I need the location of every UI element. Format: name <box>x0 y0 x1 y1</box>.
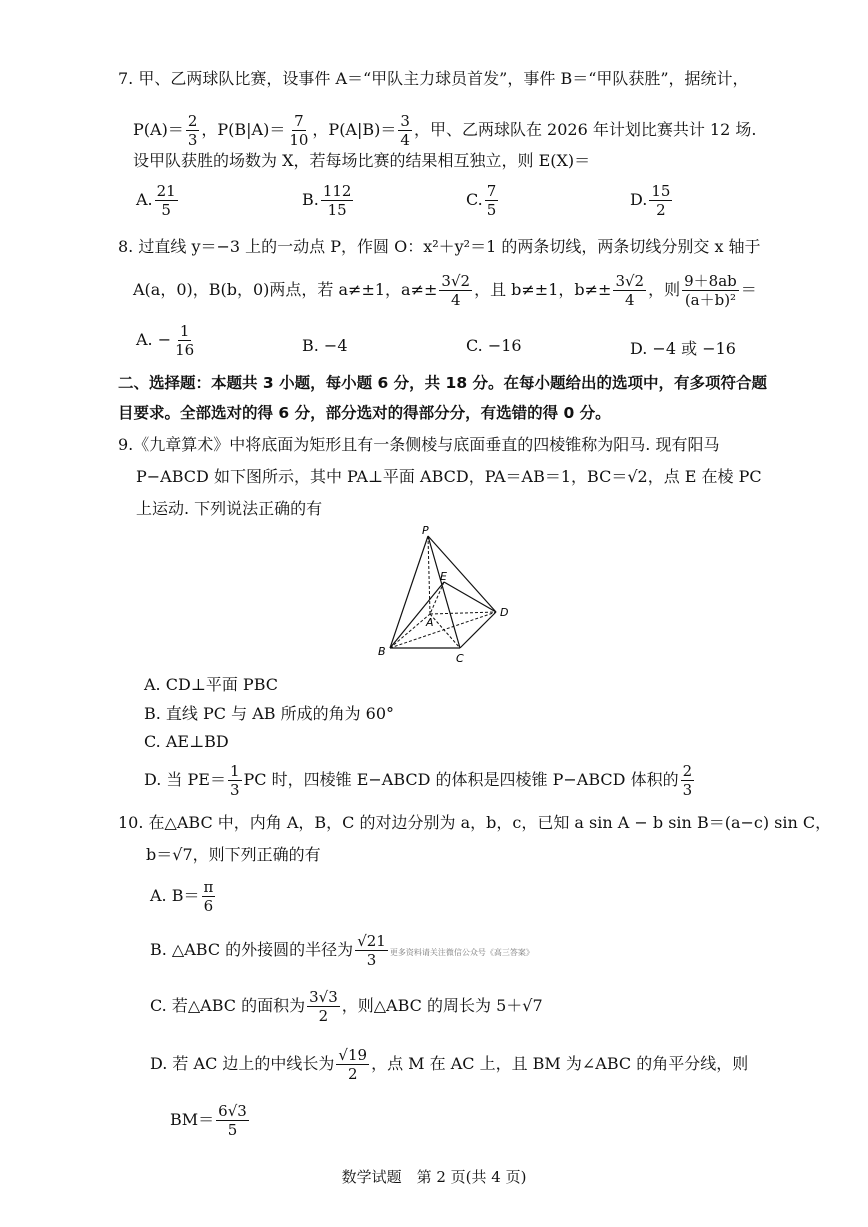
page-footer: 数学试题 第 2 页(共 4 页) <box>341 1168 527 1186</box>
q7-option-c[interactable]: C. $\frac{7}{5}$ <box>466 182 497 219</box>
q7-option-a[interactable]: A. $\frac{21}{5}$ <box>136 182 176 219</box>
q8-option-a[interactable]: A. − $\frac{1}{16}$ <box>136 322 195 359</box>
q10-line2: b＝√7，则下列正确的有 <box>146 845 321 864</box>
q8-option-d[interactable]: D. −4 或 −16 <box>630 339 736 358</box>
q7-line2: P(A)＝ $\frac{2}{3}$ ，P(B|A)＝ $\frac{7}{10}$ ，P(A|B)＝ $\frac{3}{4}$ ，甲、乙两球队在 2026 年计划比赛共计 12 场. <box>133 112 757 149</box>
q7-line1: 7. 甲、乙两球队比赛，设事件 A＝“甲队主力球员首发”，事件 B＝“甲队获胜”，据统计， <box>118 69 749 88</box>
q8-option-c[interactable]: C. −16 <box>466 336 522 355</box>
q8-line1: 8. 过直线 y＝−3 上的一动点 P，作圆 O：x²＋y²＝1 的两条切线，两条切线分别交 x 轴于 <box>118 237 761 256</box>
label-D: D <box>500 606 509 619</box>
q9-option-a[interactable]: A. CD⊥平面 PBC <box>144 675 278 694</box>
label-E: E <box>440 570 447 583</box>
q10-line1: 10. 在△ABC 中，内角 A，B，C 的对边分别为 a，b，c，已知 a sin A − b sin B＝(a−c) sin C， <box>118 813 832 832</box>
q9-line2: P−ABCD 如下图所示，其中 PA⊥平面 ABCD，PA＝AB＝1，BC＝√2，点 E 在棱 PC <box>136 467 762 486</box>
section2-heading-line2: 目要求。全部选对的得 6 分，部分选对的得部分分，有选错的得 0 分。 <box>118 404 611 422</box>
label-A: A <box>426 616 434 629</box>
q8-line2: A(a，0)，B(b，0)两点，若 a≠±1，a≠± $\frac{3√2}{4}$ ，且 b≠±1，b≠± $\frac{3√2}{4}$ ，则 $\frac{9+8ab}{\text{(a＋b)²}}$ ＝ <box>133 272 757 309</box>
label-C: C <box>456 652 464 662</box>
q10-option-a[interactable]: A. B＝ $\frac{\pi}{6}$ <box>150 878 214 915</box>
q9-option-d[interactable]: D. 当 PE＝ $\frac{1}{3}$ PC 时，四棱锥 E−ABCD 的体积是四棱锥 P−ABCD 体积的 $\frac{2}{3}$ <box>144 762 693 799</box>
label-P: P <box>422 524 429 537</box>
q10-option-c[interactable]: C. 若△ABC 的面积为 $\frac{3√3}{2}$ ，则△ABC 的周长为 5＋√7 <box>150 988 543 1025</box>
q9-line3: 上运动. 下列说法正确的有 <box>136 499 323 518</box>
q7-option-b[interactable]: B. $\frac{112}{15}$ <box>302 182 352 219</box>
q10-option-d[interactable]: D. 若 AC 边上的中线长为 $\frac{√19}{2}$ ，点 M 在 AC 上，且 BM 为∠ABC 的角平分线，则 <box>150 1046 749 1083</box>
q9-option-b[interactable]: B. 直线 PC 与 AB 所成的角为 60° <box>144 704 395 723</box>
q7-option-d[interactable]: D. $\frac{15}{2}$ <box>630 182 671 219</box>
q7-line3: 设甲队获胜的场数为 X，若每场比赛的结果相互独立，则 E(X)＝ <box>133 151 591 170</box>
q10-option-b[interactable]: B. △ABC 的外接圆的半径为 $\frac{√21}{3}$ 更多资料请关注微信公众号《高三答案》 <box>150 932 534 969</box>
q10-option-d-continued: BM＝ $\frac{6√3}{5}$ <box>170 1102 247 1139</box>
label-B: B <box>378 645 386 658</box>
q9-line1: 9.《九章算术》中将底面为矩形且有一条侧棱与底面垂直的四棱锥称为阳马. 现有阳马 <box>118 435 720 454</box>
q8-option-b[interactable]: B. −4 <box>302 336 348 355</box>
pyramid-figure <box>370 522 520 662</box>
q9-option-c[interactable]: C. AE⊥BD <box>144 732 229 751</box>
section2-heading-line1: 二、选择题：本题共 3 小题，每小题 6 分，共 18 分。在每小题给出的选项中，有多项符合题 <box>118 374 768 392</box>
watermark: 更多资料请关注微信公众号《高三答案》 <box>389 948 534 957</box>
